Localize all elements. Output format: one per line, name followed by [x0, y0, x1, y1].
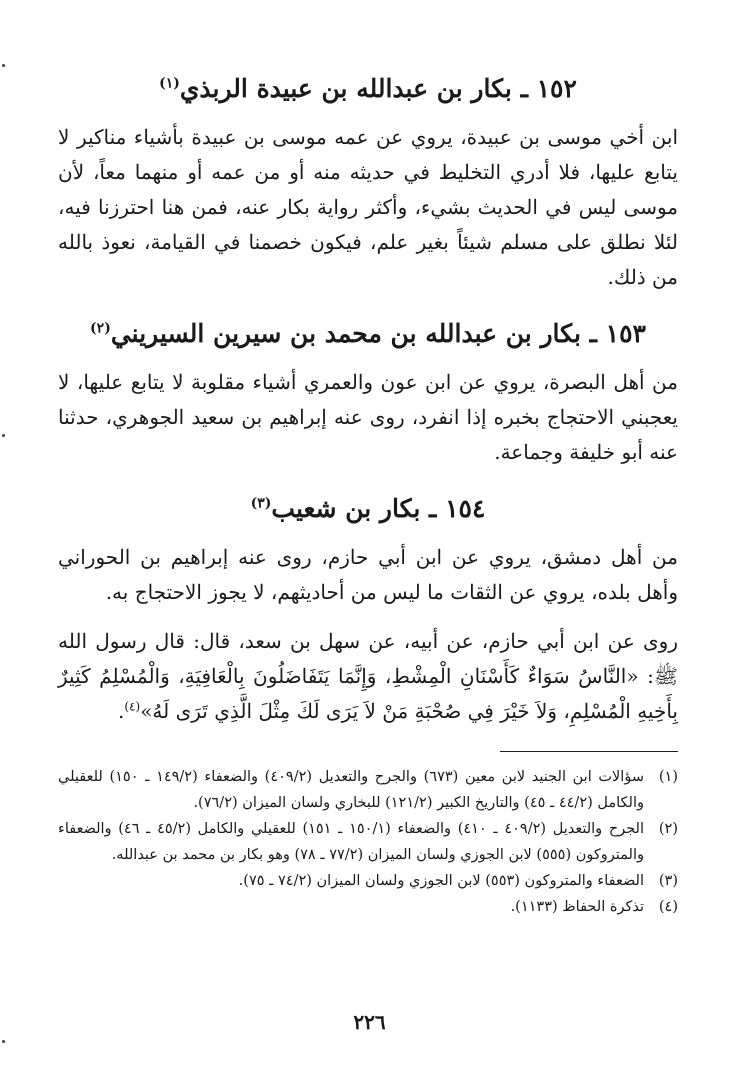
heading-dash: ـ [511, 74, 528, 103]
entry-body: من أهل دمشق، يروي عن ابن أبي حازم، روى عنه إبراهيم بن الحوراني وأهل بلده، يروي عن الثقات ما ليس من أحاديثهم، لا يجوز الاحتجاج به. [58, 545, 678, 604]
entry-title: بكار بن عبدالله بن عبيدة الربذي [179, 74, 512, 103]
scan-mark-bottom-left [2, 1040, 5, 1043]
footnotes [58, 764, 678, 920]
entry-body: من أهل البصرة، يروي عن ابن عون والعمري أشياء مقلوبة لا يتابع عليها، لا يعجبني الاحتجاج بخبره إذا انفرد، روى عنه إبراهيم بن سعيد الجوهري، حدثنا عنه أبو خليفة وجماعة. [58, 370, 678, 464]
entry-number: ١٥٤ [445, 494, 486, 523]
footnote-item [58, 894, 678, 920]
entry-heading [58, 317, 678, 351]
entry-number: ١٥٣ [605, 319, 646, 348]
footnote-item [58, 816, 678, 868]
footnote-item [58, 764, 678, 816]
entry-heading [58, 72, 678, 106]
footnote-ref[interactable]: (١) [159, 75, 180, 92]
entry-title: بكار بن شعيب [271, 494, 421, 523]
entry-number: ١٥٢ [536, 74, 577, 103]
footnote-number: (٢) [658, 821, 678, 837]
entry-heading [58, 492, 678, 526]
entry-body: ابن أخي موسى بن عبيدة، يروي عن عمه موسى بن عبيدة بأشياء مناكير لا يتابع عليها، فلا أدري التخليط في حديثه منه أو من عمه أو منهما معاً، لأن موسى ليس في الحديث بشيء، وأكثر رواية بكار عنه، فمن هنا احترزنا فيه، لئلا نطلق على مسلم شيئاً بغير علم، فيكون خصمنا في القيامة، نعوذ بالله من ذلك. [58, 125, 679, 289]
hadith-paragraph [58, 624, 678, 729]
footnote-ref[interactable]: (٤) [124, 699, 141, 714]
page-number: ٢٢٦ [353, 1010, 386, 1034]
hadith-end: . [118, 699, 125, 723]
footnote-item [58, 868, 678, 894]
heading-dash: ـ [420, 494, 437, 523]
footnote-ref[interactable]: (٣) [250, 495, 272, 512]
entry-title: بكار بن عبدالله بن محمد بن سيرين السيريني [110, 319, 581, 348]
scan-mark-middle-left [2, 434, 5, 437]
scan-mark-top-left [2, 64, 5, 67]
footnote-text: تذكرة الحفاظ (١١٣٣). [510, 899, 644, 915]
hadith-text: «النَّاسُ سَوَاءٌ كَأَسْنَانِ الْمِشْطِ، وَإِنَّمَا يَتَفَاضَلُونَ بِالْعَافِيَةِ، وَالْمُسْلِمُ كَثِيرٌ بِأَخِيهِ الْمُسْلِمِ، وَلاَ خَيْرَ فِي صُحْبَةِ مَنْ لاَ يَرَى لَكَ مِثْلَ الَّذِي تَرَى لَهُ» [58, 664, 678, 723]
footnote-ref[interactable]: (٢) [90, 320, 111, 337]
footnote-divider [500, 751, 678, 752]
footnote-number: (١) [658, 769, 678, 785]
footnote-number: (٣) [658, 873, 678, 889]
entry-154 [58, 492, 678, 729]
footnote-number: (٤) [658, 899, 678, 915]
entry-153 [58, 317, 678, 470]
entry-152 [58, 72, 678, 295]
footnote-text: الجرح والتعديل (٤٠٩/٢ ـ ٤١٠) والضعفاء (١٥٠/١ ـ ١٥١) للعقيلي والكامل (٤٥/٢ ـ ٤٦) والضعفاء والمتروكون (٥٥٥) لابن الجوزي ولسان الميزان (٧٧/٢ ـ ٧٨) وهو بكار بن محمد بن عبدالله. [58, 821, 645, 863]
book-page [58, 60, 678, 920]
footnote-text: سؤالات ابن الجنيد لابن معين (٦٧٣) والجرح والتعديل (٤٠٩/٢) والضعفاء (١٤٩/٢ ـ ١٥٠) للعقيلي والكامل (٤٤/٢ ـ ٤٥) والتاريخ الكبير (١٢١/٢) للبخاري ولسان الميزان (٧٦/٢). [58, 769, 644, 811]
hadith-chain: روى عن ابن أبي حازم، عن أبيه، عن سهل بن سعد، قال: قال رسول الله ﷺ: [58, 629, 679, 688]
footnote-text: الضعفاء والمتروكون (٥٥٣) لابن الجوزي ولسان الميزان (٧٤/٢ ـ ٧٥). [238, 873, 644, 889]
heading-dash: ـ [580, 319, 597, 348]
